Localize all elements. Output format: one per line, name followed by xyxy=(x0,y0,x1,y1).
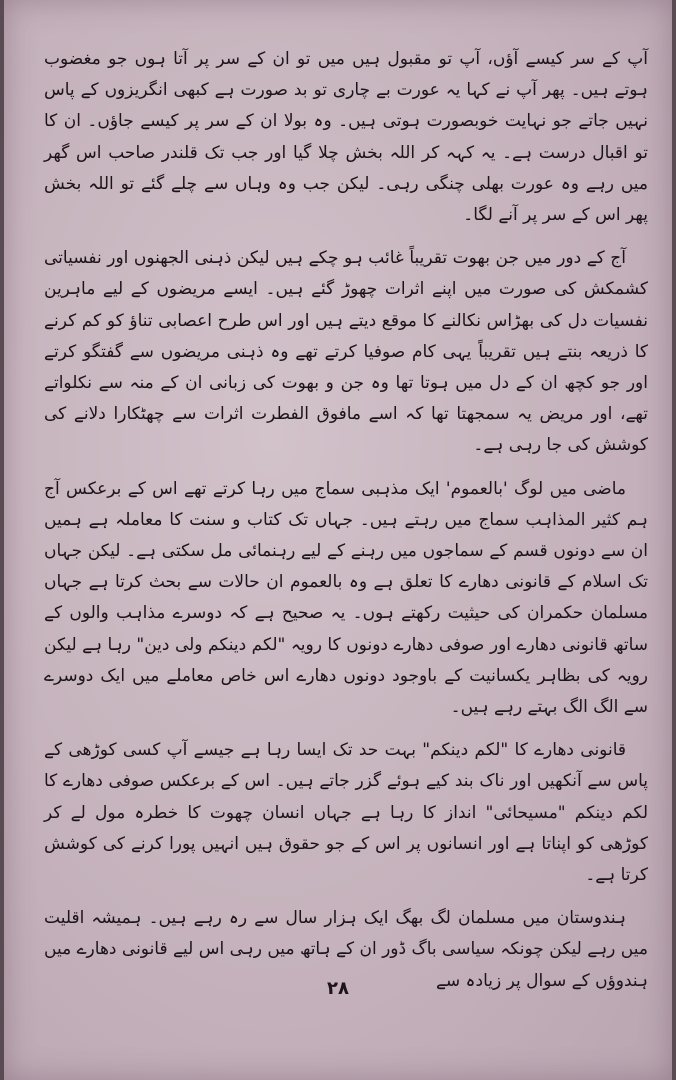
paragraph-5: ہندوستان میں مسلمان لگ بھگ ایک ہزار سال سے رہ رہے ہیں۔ ہمیشہ اقلیت میں رہے لیکن چونکہ سیاسی باگ ڈور ان کے ہاتھ میں رہی اس لیے قانونی دھارے میں ہندوؤں کے سوال پر زیادہ سے xyxy=(44,908,648,991)
paragraph-1: آپ کے سر کیسے آؤں، آپ تو مقبول ہیں میں تو ان کے سر پر آتا ہوں جو مغضوب ہوتے ہیں۔ پھر آپ نے کہا یہ عورت بے چاری تو بد صورت ہے کبھی انگریزوں کے پاس نہیں جاتے جو نہایت خوبصورت ہوتی ہیں۔ وہ بولا ان کے سر پر کیسے جاؤں۔ ان کا تو اقبال درست ہے۔ یہ کہہ کر اللہ بخش چلا گیا اور جب تک قلندر صاحب اس گھر میں رہے وہ عورت بھلی چنگی رہی۔ لیکن جب وہ وہاں سے چلے گئے تو اللہ بخش پھر اس کے سر پر آنے لگا۔ xyxy=(44,49,648,226)
page-number: ۲۸ xyxy=(327,978,349,999)
text-column xyxy=(44,44,648,1009)
paragraph-4: قانونی دھارے کا "لکم دینکم" بہت حد تک ایسا رہا ہے جیسے آپ کسی کوڑھی کے پاس سے آنکھیں اور ناک بند کیے ہوئے گزر جاتے ہیں۔ اس کے برعکس صوفی دھارے کا لکم دینکم "مسیحائی" انداز کا رہا ہے جہاں انسان چھوت کا خطرہ مول لے کر کوڑھی کو اپناتا ہے اور انسانوں پر اس کے جو حقوق ہیں انہیں پورا کرنے کی کوشش کرتا ہے۔ xyxy=(44,740,648,886)
paragraph-2: آج کے دور میں جن بھوت تقریباً غائب ہو چکے ہیں لیکن ذہنی الجھنوں اور نفسیاتی کشمکش کی صورت میں اپنے اثرات چھوڑ گئے ہیں۔ ایسے مریضوں کے لیے ماہرین نفسیات دل کی بھڑاس نکالنے کا موقع دیتے ہیں اور اس طرح اعصابی تناؤ کو کم کرنے کا ذریعہ بنتے ہیں تقریباً یہی کام صوفیا کرتے تھے وہ ذہنی مریضوں سے گفتگو کرتے اور جو کچھ ان کے دل میں ہوتا تھا وہ جن و بھوت کی زبانی ان کے منہ سے نکلواتے تھے، اور مریض یہ سمجھتا تھا کہ اسے مافوق الفطرت اثرات سے چھٹکارا دلانے کی کوشش کی جا رہی ہے۔ xyxy=(44,248,648,456)
paragraph-3: ماضی میں لوگ 'بالعموم' ایک مذہبی سماج میں رہا کرتے تھے اس کے برعکس آج ہم کثیر المذاہب سماج میں رہتے ہیں۔ جہاں تک کتاب و سنت کا معاملہ ہے ہمیں ان سے دونوں قسم کے سماجوں میں رہنے کے لیے رہنمائی مل سکتی ہے۔ لیکن جہاں تک اسلام کے قانونی دھارے کا تعلق ہے وہ بالعموم ان حالات سے بحث کرتا ہے جہاں مسلمان حکمران کی حیثیت رکھتے ہوں۔ یہ صحیح ہے کہ دوسرے مذاہب والوں کے ساتھ قانونی دھارے اور صوفی دھارے دونوں کا رویہ "لکم دینکم ولی دین" رہا ہے لیکن رویہ کی بظاہر یکسانیت کے باوجود دونوں دھارے اس خاص معاملے میں ایک دوسرے سے الگ الگ بہتے رہے ہیں۔ xyxy=(44,478,648,718)
book-page xyxy=(4,0,672,1080)
